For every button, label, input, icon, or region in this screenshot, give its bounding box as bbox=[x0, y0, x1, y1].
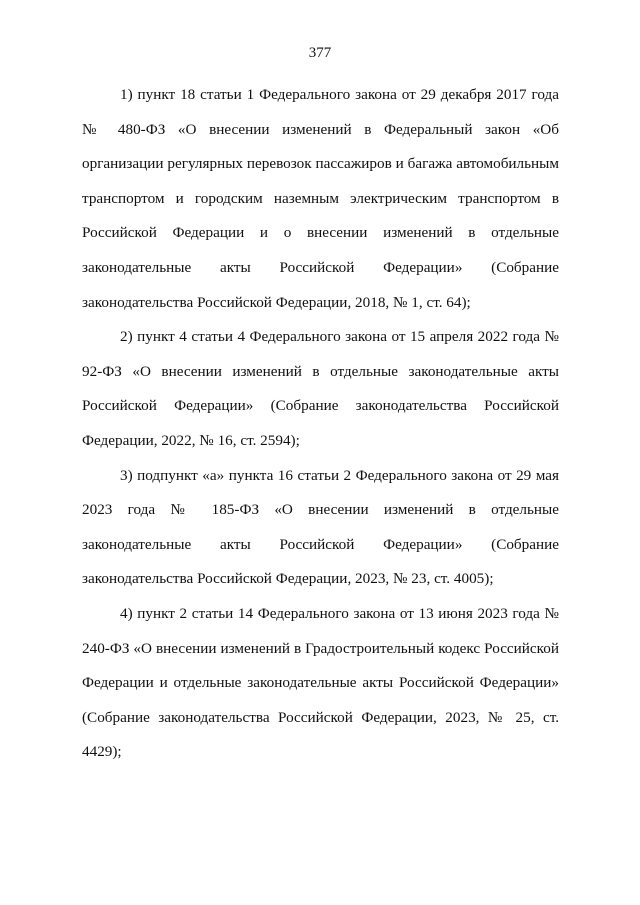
paragraph-item-2: 2) пункт 4 статьи 4 Федерального закона от 15 апреля 2022 года № 92-ФЗ «О внесении изменений в отдельные законодательные акты Российской Федерации» (Собрание законодательства Российской Федерации, 2022, № 16, ст. 2594); bbox=[82, 328, 559, 449]
paragraph-item-4: 4) пункт 2 статьи 14 Федерального закона от 13 июня 2023 года № 240-ФЗ «О внесении изменений в Градостроительный кодекс Российской Федерации и отдельные законодательные акты Российской Федерации» (Собрание законодательства Российской Федерации, 2023, № 25, ст. 4429); bbox=[82, 604, 559, 761]
paragraph-item-3: 3) подпункт «а» пункта 16 статьи 2 Федерального закона от 29 мая 2023 года № 185-ФЗ «О внесении изменений в отдельные законодательные акты Российской Федерации» (Собрание законодательства Российской Федерации, 2023, № 23, ст. 4005); bbox=[82, 466, 559, 588]
paragraph-item-1: 1) пункт 18 статьи 1 Федерального закона от 29 декабря 2017 года № 480-ФЗ «О внесении изменений в Федеральный закон «Об организации регулярных перевозок пассажиров и багажа автомобильным транспортом и городским наземным электрическим транспортом в Российской Федерации и о внесении изменений в отдельные законодательные акты Российской Федерации» (Собрание законодательства Российской Федерации, 2018, № 1, ст. 64); bbox=[82, 86, 559, 311]
page-number: 377 bbox=[308, 45, 332, 61]
document-body bbox=[82, 78, 559, 770]
